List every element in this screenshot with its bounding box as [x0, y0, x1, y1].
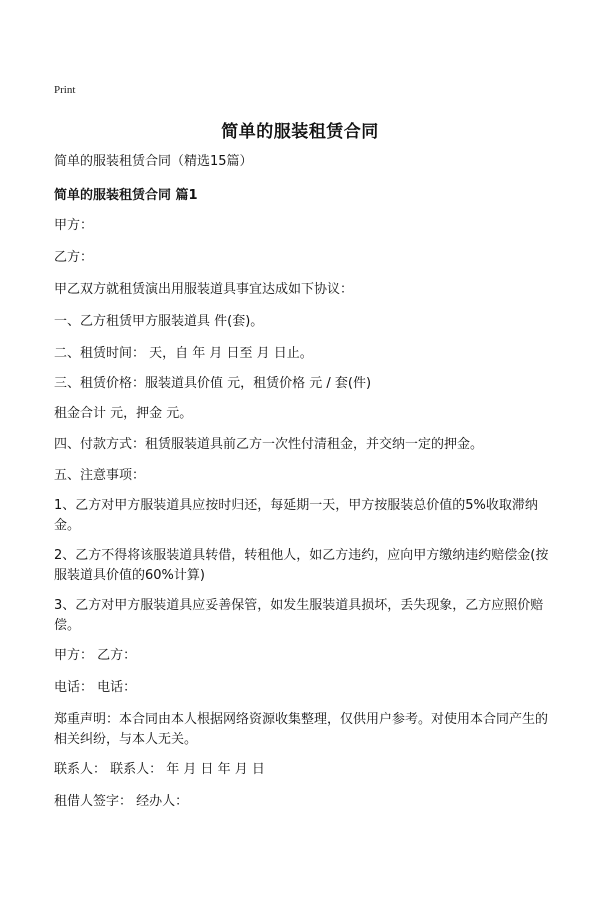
document-subtitle: 简单的服装租赁合同（精选15篇） [54, 154, 253, 169]
document-title: 简单的服装租赁合同 [221, 122, 379, 142]
clause-3: 三、租赁价格：服装道具价值 元，租赁价格 元 / 套(件) [54, 376, 372, 391]
signature-line: 租借人签字： 经办人： [54, 794, 189, 809]
clause-1: 一、乙方租赁甲方服装道具 件(套)。 [54, 314, 264, 329]
note-1: 1、乙方对甲方服装道具应按时归还，每延期一天，甲方按服装总价值的5%收取滞纳金。 [54, 498, 538, 533]
print-link[interactable]: Print [54, 84, 76, 96]
phone-line: 电话： 电话： [54, 680, 137, 695]
party-a-line: 甲方： [54, 218, 94, 233]
party-b-line: 乙方： [54, 250, 94, 265]
rent-total-line: 租金合计 元，押金 元。 [54, 406, 193, 421]
contact-date-line: 联系人： 联系人： 年 月 日 年 月 日 [54, 762, 265, 777]
signature-parties-line: 甲方： 乙方： [54, 648, 137, 663]
clause-2: 二、租赁时间： 天，自 年 月 日至 月 日止。 [54, 346, 313, 361]
clause-4: 四、付款方式：租赁服装道具前乙方一次性付清租金，并交纳一定的押金。 [54, 437, 484, 452]
note-2: 2、乙方不得将该服装道具转借，转租他人，如乙方违约，应向甲方缴纳违约赔偿金(按服装道具价值的60%计算) [54, 548, 549, 583]
disclaimer: 郑重声明：本合同由本人根据网络资源收集整理，仅供用户参考。对使用本合同产生的相关纠纷，与本人无关。 [54, 712, 549, 747]
agreement-intro: 甲乙双方就租赁演出用服装道具事宜达成如下协议： [54, 282, 354, 297]
section-heading: 简单的服装租赁合同 篇1 [54, 188, 198, 203]
clause-5-heading: 五、注意事项： [54, 468, 146, 483]
note-3: 3、乙方对甲方服装道具应妥善保管，如发生服装道具损坏，丢失现象，乙方应照价赔偿。 [54, 598, 544, 633]
